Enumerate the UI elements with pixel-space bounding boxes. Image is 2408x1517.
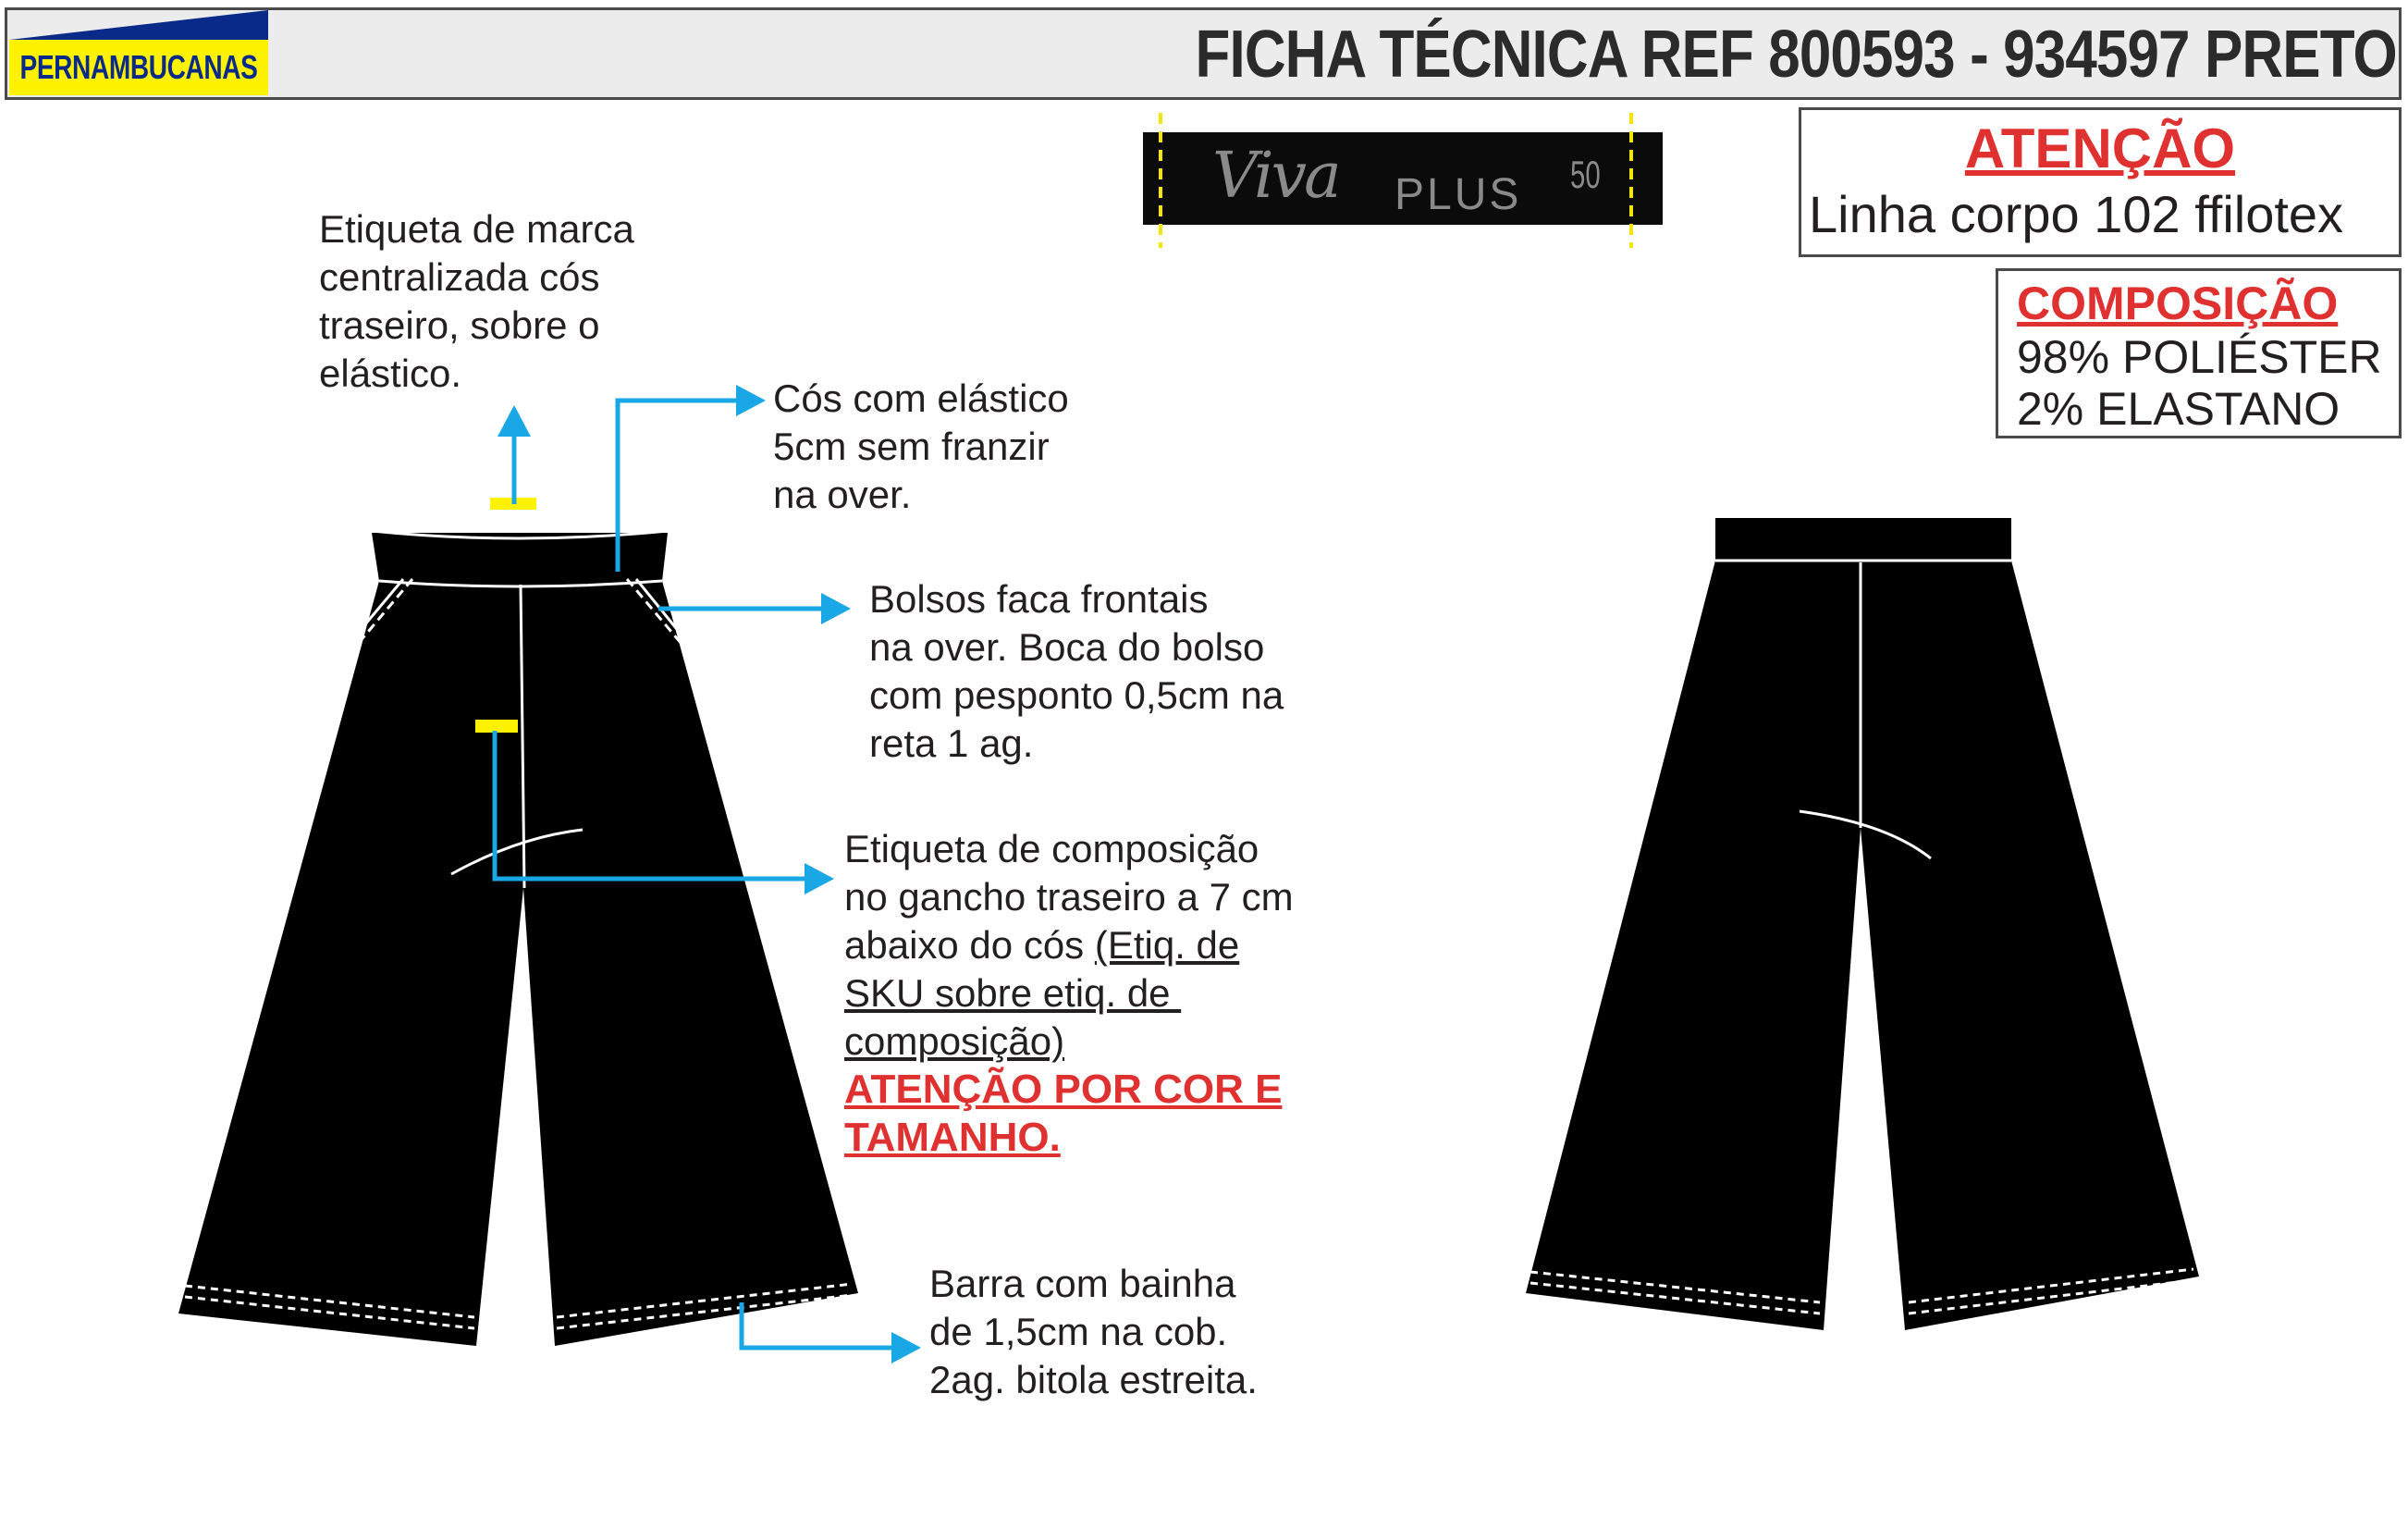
label-brand-plus: PLUS — [1394, 170, 1522, 219]
composition-label-marker — [475, 720, 518, 733]
note-waistband: Cós com elástico 5cm sem franzir na over. — [773, 376, 1069, 516]
label-size: 50 — [1570, 153, 1601, 196]
note-comp-line-1: Etiqueta de composição — [844, 827, 1259, 870]
note-comp-line-3-text: abaixo do cós — [844, 923, 1095, 967]
back-pants — [1526, 518, 2199, 1330]
note-pockets: Bolsos faca frontais na over. Boca do bolso com pesponto 0,5cm na reta 1 ag. — [869, 577, 1284, 765]
page-title: FICHA TÉCNICA REF 800593 - 934597 PRETO — [1195, 18, 2397, 92]
label-brand-script: Viva — [1212, 140, 1339, 213]
note-comp-warning-2: TAMANHO. — [844, 1115, 1061, 1160]
note-comp-underlined-2: SKU sobre etiq. de — [844, 971, 1182, 1015]
note-comp-line-3 — [844, 921, 1294, 969]
attention-text: Linha corpo 102 ffilotex — [1809, 185, 2344, 243]
note-composition-label — [844, 825, 1294, 1162]
note-comp-underlined-1: (Etiq. de — [1094, 923, 1240, 967]
note-comp-warning-1: ATENÇÃO POR COR E — [844, 1067, 1283, 1112]
logo-text: PERNAMBUCANAS — [9, 40, 268, 95]
note-comp-line-2: no gancho traseiro a 7 cm — [844, 875, 1294, 919]
composition-heading: COMPOSIÇÃO — [2017, 278, 2339, 329]
note-comp-underlined-3: composição) — [844, 1019, 1065, 1063]
note-brand-label: Etiqueta de marca centralizada cós traseiro, sobre o elástico. — [319, 207, 634, 395]
attention-heading: ATENÇÃO — [1964, 117, 2236, 179]
front-pants — [178, 531, 858, 1346]
composition-line-1: 98% POLIÉSTER — [2017, 331, 2382, 383]
note-hem: Barra com bainha de 1,5cm na cob. 2ag. bitola estreita. — [929, 1262, 1258, 1401]
composition-line-2: 2% ELASTANO — [2017, 383, 2340, 435]
